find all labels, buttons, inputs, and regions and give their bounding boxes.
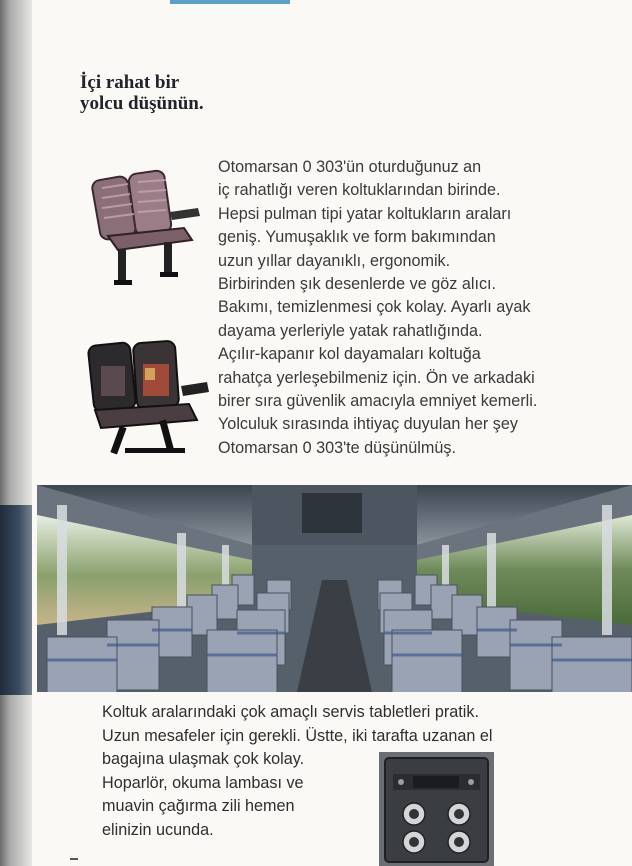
bottom-line: elinizin ucunda. [102, 820, 214, 839]
bottom-line: Uzun mesafeler için gerekli. Üstte, iki tarafta uzanan el [102, 726, 493, 745]
bus-interior-photo [37, 485, 632, 692]
bottom-line: muavin çağırma zili hemen [102, 797, 295, 816]
body-line: Yolculuk sırasında ihtiyaç duyulan her şey [218, 415, 518, 434]
body-line: Bakımı, temizlenmesi çok kolay. Ayarlı ayak [218, 298, 531, 317]
body-line: Açılır-kapanır kol dayamaları koltuğa [218, 345, 481, 364]
headline-line: yolcu düşünün. [80, 93, 204, 114]
body-line: Otomarsan 0 303'te düşünülmüş. [218, 438, 456, 457]
bottom-text [102, 701, 622, 843]
body-line: geniş. Yumuşaklık ve form bakımından [218, 228, 496, 247]
body-line: dayama yerleriyle yatak rahatlığında. [218, 321, 483, 340]
coach-seat-pair-icon [88, 168, 218, 290]
body-line: Birbirinden şık desenlerde ve göz alıcı. [218, 275, 497, 294]
overhead-service-panel-icon [379, 752, 494, 866]
bottom-line: Hoparlör, okuma lambası ve [102, 773, 304, 792]
page-edge-shadow [0, 0, 32, 866]
page-edge-bus-fragment [0, 505, 32, 695]
bottom-line: bagajına ulaşmak çok kolay. [102, 750, 305, 769]
top-color-strip [170, 0, 290, 4]
body-line: Hepsi pulman tipi yatar koltukların araları [218, 204, 512, 223]
body-line: iç rahatlığı veren koltuklarından birinde. [218, 181, 501, 200]
body-line: birer sıra güvenlik amacıyla emniyet kemerli. [218, 392, 538, 411]
body-line: uzun yıllar dayanıklı, ergonomik. [218, 251, 451, 270]
body-text [218, 156, 618, 460]
headline-line: İçi rahat bir [80, 72, 180, 93]
page-mark [70, 858, 78, 860]
bottom-line: Koltuk aralarındaki çok amaçlı servis tabletleri pratik. [102, 703, 479, 721]
body-line: rahatça yerleşebilmeniz için. Ön ve arkadaki [218, 368, 535, 387]
coach-seat-back-tray-icon [85, 340, 215, 458]
headline [80, 72, 340, 114]
body-line: Otomarsan 0 303'ün oturduğunuz an [218, 158, 482, 176]
